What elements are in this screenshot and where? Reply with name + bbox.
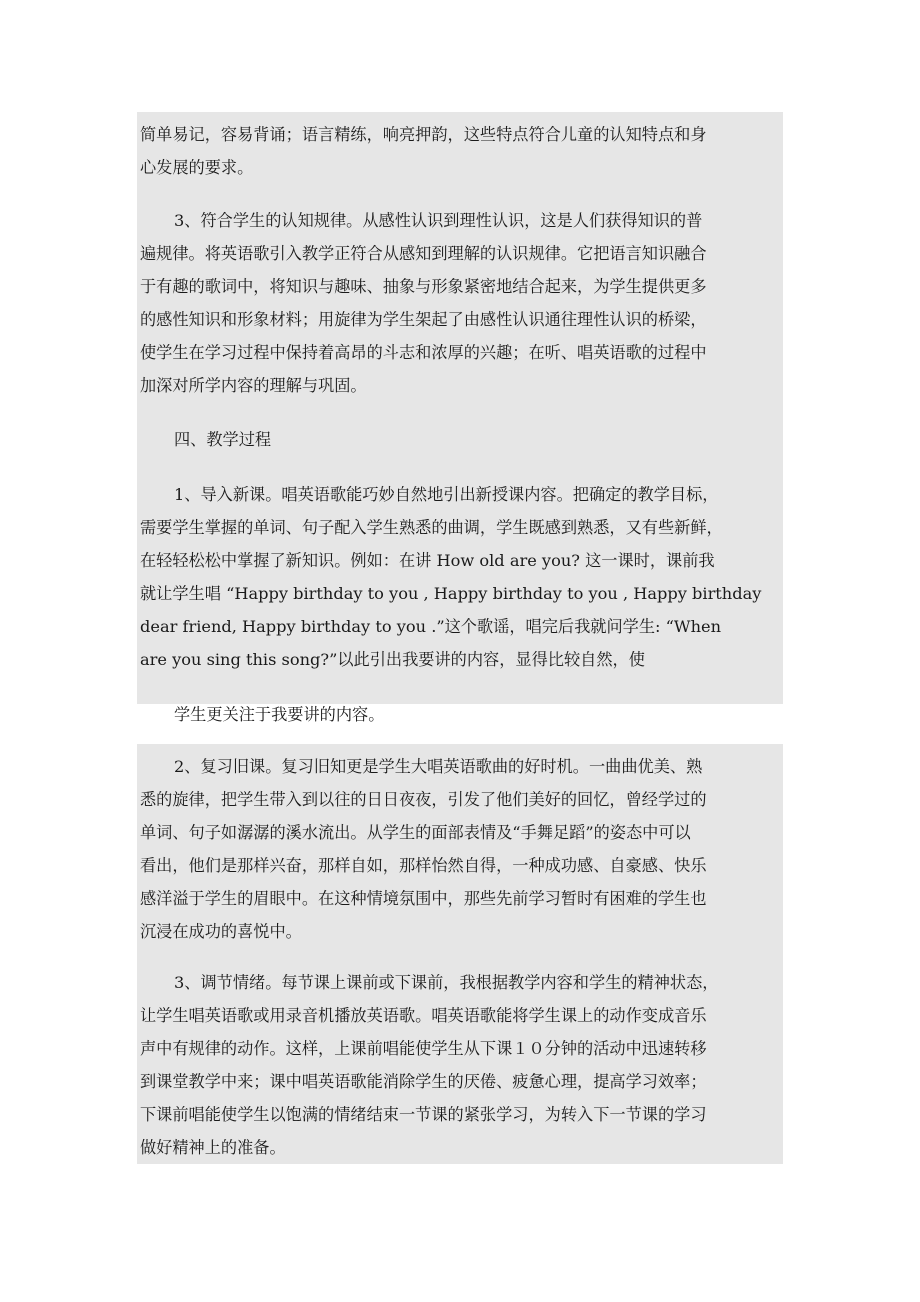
paragraph-intro-tail [140, 118, 785, 184]
text-line: 在轻轻松松中掌握了新知识。例如：在讲 How old are you? 这一课时，课前我 [140, 551, 715, 570]
text-line: 感洋溢于学生的眉眼中。在这种情境氛围中，那些先前学习暂时有困难的学生也 [140, 889, 707, 908]
text-line: 就让学生唱 “Happy birthday to you , Happy birthday to you , Happy birthday [140, 584, 762, 603]
text-line: 加深对所学内容的理解与巩固。 [140, 376, 367, 395]
text-line: 声中有规律的动作。这样，上课前唱能使学生从下课１０分钟的活动中迅速转移 [140, 1039, 707, 1058]
text-line: 的感性知识和形象材料；用旋律为学生架起了由感性认识通往理性认识的桥梁， [140, 310, 707, 329]
section-heading-teaching-process [140, 423, 785, 456]
text-line: 看出，他们是那样兴奋，那样自如，那样怡然自得，一种成功感、自豪感、快乐 [140, 856, 707, 875]
text-line: 使学生在学习过程中保持着高昂的斗志和浓厚的兴趣；在听、唱英语歌的过程中 [140, 343, 707, 362]
text-line: 心发展的要求。 [140, 158, 254, 177]
text-line: 1、导入新课。唱英语歌能巧妙自然地引出新授课内容。把确定的教学目标， [174, 485, 719, 504]
paragraph-step-2 [140, 750, 785, 948]
text-line: are you sing this song?”以此引出我要讲的内容，显得比较自然，使 [140, 650, 645, 669]
text-line: 于有趣的歌词中，将知识与趣味、抽象与形象紧密地结合起来，为学生提供更多 [140, 277, 707, 296]
text-line: 2、复习旧课。复习旧知更是学生大唱英语歌曲的好时机。一曲曲优美、熟 [174, 757, 703, 776]
text-line: 需要学生掌握的单词、句子配入学生熟悉的曲调，学生既感到熟悉，又有些新鲜， [140, 518, 723, 537]
heading-text: 四、教学过程 [174, 430, 272, 449]
text-line: 单词、句子如潺潺的溪水流出。从学生的面部表情及“手舞足蹈”的姿态中可以 [140, 823, 691, 842]
paragraph-step-1 [140, 478, 900, 676]
text-line: 下课前唱能使学生以饱满的情绪结束一节课的紧张学习，为转入下一节课的学习 [140, 1105, 707, 1124]
text-line: 做好精神上的准备。 [140, 1138, 286, 1157]
text-line: 3、调节情绪。每节课上课前或下课前，我根据教学内容和学生的精神状态， [174, 973, 719, 992]
text-line: 3、符合学生的认知规律。从感性认识到理性认识，这是人们获得知识的普 [174, 211, 703, 230]
text-line: 遍规律。将英语歌引入教学正符合从感知到理解的认识规律。它把语言知识融合 [140, 244, 707, 263]
text-line: 简单易记，容易背诵；语言精练，响亮押韵，这些特点符合儿童的认知特点和身 [140, 125, 707, 144]
paragraph-step-3 [140, 966, 785, 1164]
text-line: dear friend, Happy birthday to you .”这个歌谣，唱完后我就问学生: “When [140, 617, 721, 636]
text-line: 悉的旋律，把学生带入到以往的日日夜夜，引发了他们美好的回忆，曾经学过的 [140, 790, 707, 809]
text-line: 到课堂教学中来；课中唱英语歌能消除学生的厌倦、疲惫心理，提高学习效率； [140, 1072, 707, 1091]
text-line: 让学生唱英语歌或用录音机播放英语歌。唱英语歌能将学生课上的动作变成音乐 [140, 1006, 707, 1025]
text-line: 学生更关注于我要讲的内容。 [174, 705, 385, 724]
text-line: 沉浸在成功的喜悦中。 [140, 922, 302, 941]
paragraph-point-3 [140, 204, 785, 402]
paragraph-step-1-continued [140, 698, 785, 731]
